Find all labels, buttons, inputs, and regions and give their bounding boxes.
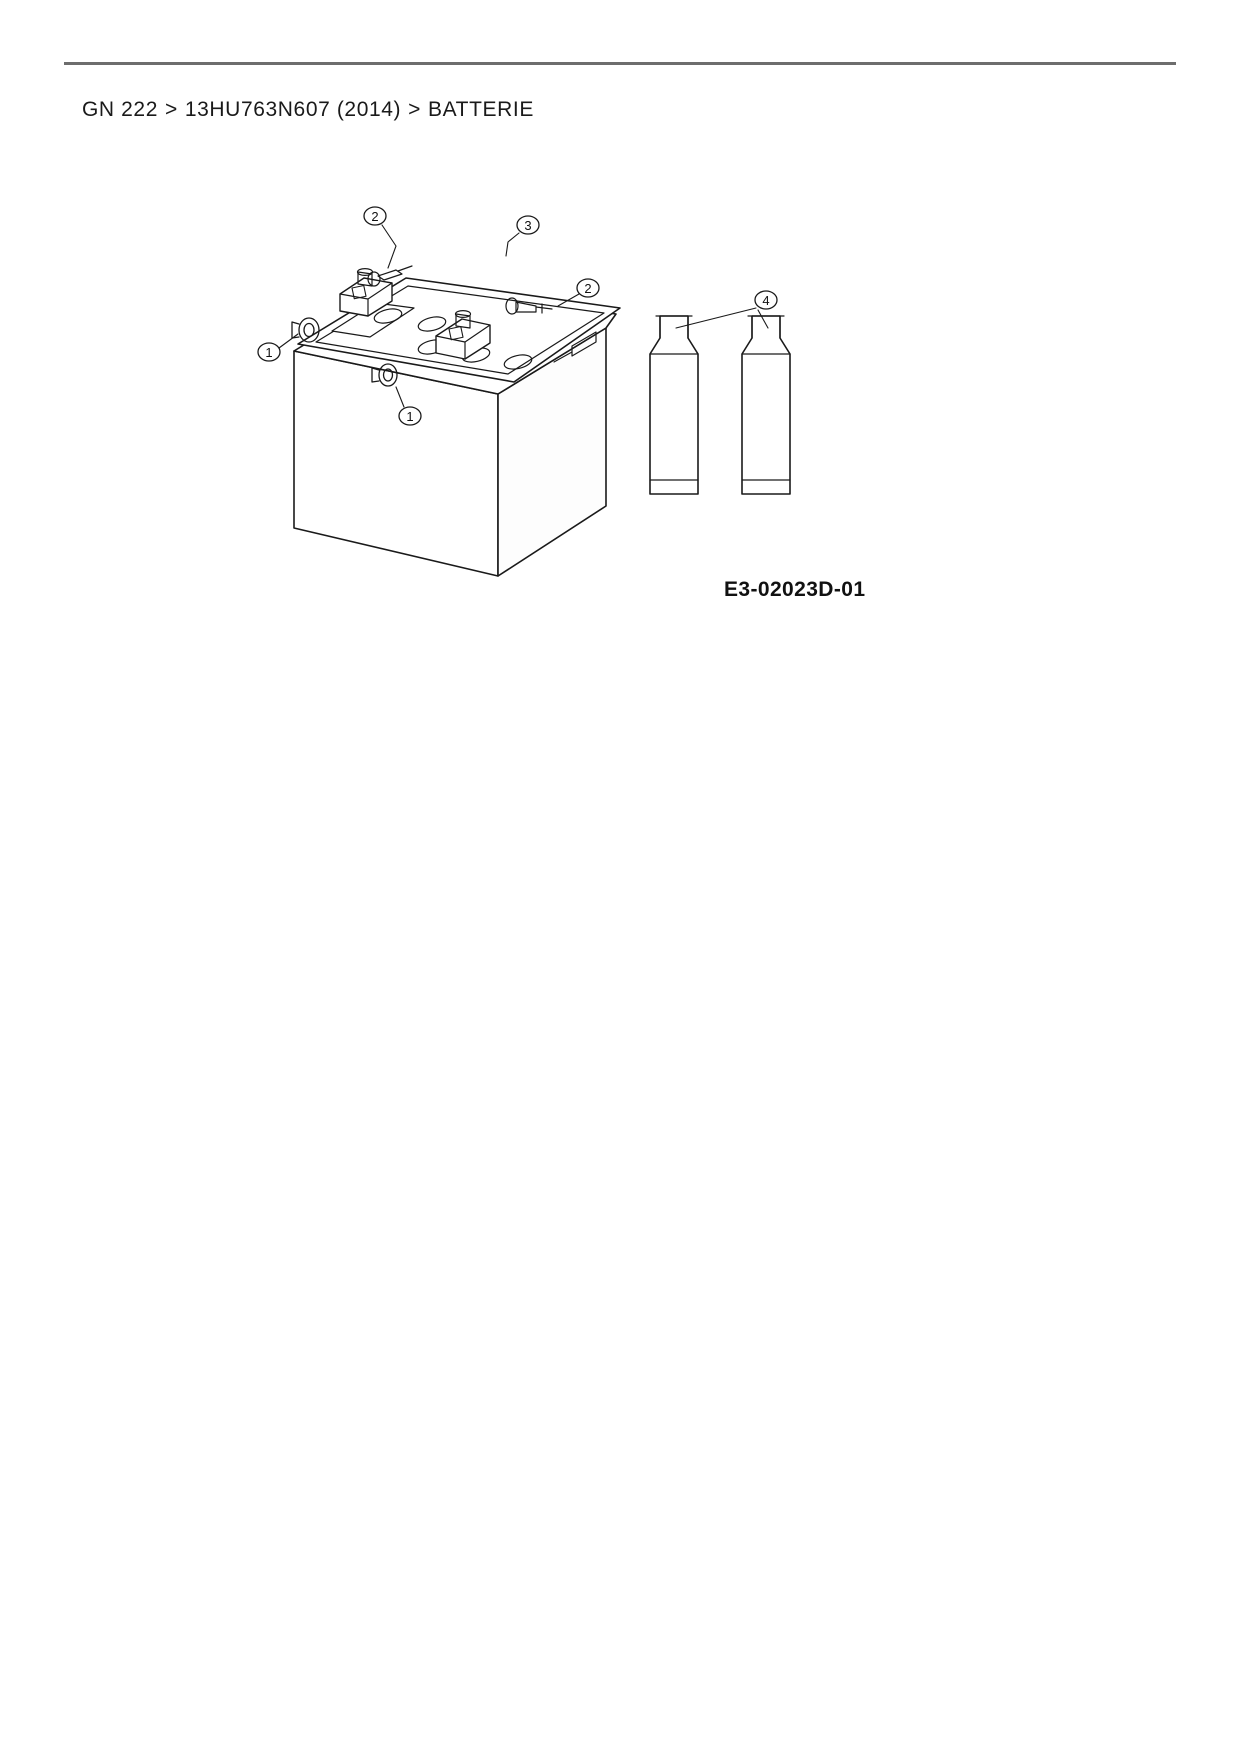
header-divider [64, 62, 1176, 65]
callout-2-right [577, 279, 599, 297]
diagram-code-label: E3-02023D-01 [724, 578, 866, 601]
parts-diagram [236, 176, 896, 621]
breadcrumb-item-section: BATTERIE [428, 98, 534, 121]
svg-text:1: 1 [265, 345, 273, 360]
callout-1 [258, 343, 280, 361]
svg-text:2: 2 [371, 209, 379, 224]
svg-text:3: 3 [524, 218, 532, 233]
svg-text:2: 2 [584, 281, 592, 296]
svg-text:4: 4 [762, 293, 770, 308]
callout-3 [517, 216, 539, 234]
breadcrumb-separator-2: > [408, 98, 422, 121]
svg-text:1: 1 [406, 409, 414, 424]
breadcrumb-item-model-group[interactable]: GN 222 [82, 98, 158, 121]
battery-diagram-svg [236, 176, 896, 621]
callout-1-lower [399, 407, 421, 425]
breadcrumb-separator-1: > [164, 98, 178, 121]
callout-4 [755, 291, 777, 309]
breadcrumb-item-model[interactable]: 13HU763N607 (2014) [184, 98, 402, 121]
callout-2-upper [364, 207, 386, 225]
breadcrumb [82, 98, 534, 122]
